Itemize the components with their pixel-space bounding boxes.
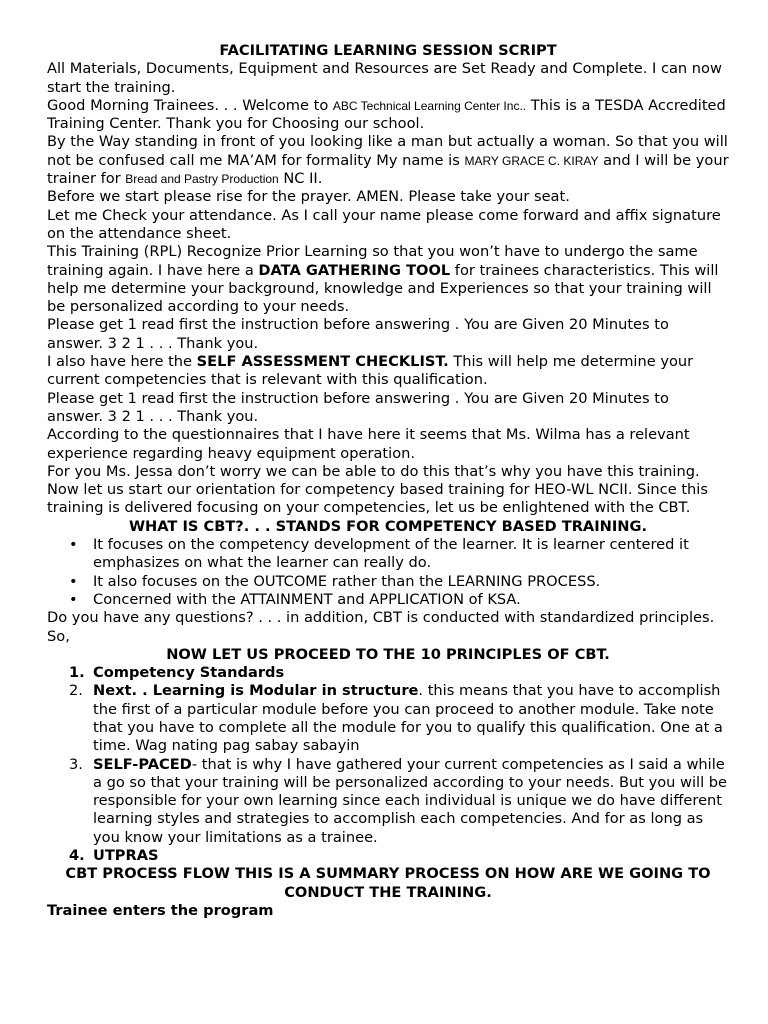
principles-list: [47, 664, 729, 865]
item-text: - that is why I have gathered your current competencies as I said a while a go so that your training will be personalized according to your needs. But you will be responsible for your own learning since each individual is unique we do have different learning styles and strategies to accomplish each competencies. And for as long as you know your limitations as a trainee.: [93, 755, 728, 846]
paragraph: [47, 353, 729, 390]
paragraph: [47, 97, 729, 134]
text: This Training (RPL) Recognize Prior Learning so that you won’t have to undergo the same training again. I have here a: [47, 243, 698, 279]
center-name: ABC Technical Learning Center Inc..: [332, 98, 527, 113]
paragraph: [47, 243, 729, 316]
item-number: 3.: [69, 755, 83, 773]
list-item: [69, 682, 729, 755]
item-number: 1.: [69, 664, 85, 682]
text: Good Morning Trainees. . . Welcome to: [47, 96, 333, 114]
heading-cbt: WHAT IS CBT?. . . STANDS FOR COMPETENCY BASED TRAINING.: [128, 517, 648, 535]
item-title: Competency Standards: [93, 664, 285, 682]
bold-text: Trainee enters the program: [47, 901, 274, 919]
text: NC II.: [278, 170, 323, 188]
bold-term: DATA GATHERING TOOL: [258, 261, 451, 279]
paragraph: According to the questionnaires that I have here it seems that Ms. Wilma has a relevant experience regarding heavy equipment operation.: [47, 426, 690, 462]
paragraph: Please get 1 read first the instruction before answering . You are Given 20 Minutes to answer. 3 2 1 . . . Thank you.: [47, 316, 669, 352]
text: and I will be your trainer for: [47, 151, 729, 188]
document-title: FACILITATING LEARNING SESSION SCRIPT: [219, 42, 557, 59]
list-item: [69, 664, 729, 682]
paragraph: [47, 133, 729, 188]
list-item: [69, 755, 729, 847]
text: This is a TESDA Accredited Training Center. Thank you for Choosing our school.: [47, 96, 726, 133]
item-title: UTPRAS: [93, 847, 159, 865]
heading-principles: NOW LET US PROCEED TO THE 10 PRINCIPLES OF CBT.: [166, 645, 610, 663]
course-name: Bread and Pastry Production: [125, 172, 279, 187]
bullet-list: [47, 536, 729, 609]
paragraph: Before we start please rise for the prayer. AMEN. Please take your seat.: [47, 188, 570, 206]
paragraph: Do you have any questions? . . . in addition, CBT is conducted with standardized principles. So,: [47, 609, 715, 645]
item-number: 4.: [69, 847, 85, 865]
text: This will help me determine your current competencies that is relevant with this qualification.: [47, 353, 694, 389]
item-text: . this means that you have to accomplish the first of a particular module before you can proceed to another module. Take note that you have to complete all the module for you to qualify this qualification. One at a time. Wag nating pag sabay sabayin: [93, 682, 723, 755]
document-page: [47, 42, 729, 920]
bold-term: SELF ASSESSMENT CHECKLIST.: [196, 353, 449, 371]
trainer-name: MARY GRACE C. KIRAY: [464, 153, 599, 168]
paragraph: Now let us start our orientation for competency based training for HEO-WL NCII. Since this training is delivered focusing on your competencies, let us be enlightened with the CBT.: [47, 481, 708, 517]
item-title: Next. . Learning is Modular in structure: [93, 682, 419, 700]
item-title: SELF-PACED: [93, 755, 192, 773]
paragraph: All Materials, Documents, Equipment and Resources are Set Ready and Complete. I can now start the training.: [47, 60, 722, 96]
heading-flow: CBT PROCESS FLOW THIS IS A SUMMARY PROCESS ON HOW ARE WE GOING TO CONDUCT THE TRAINING.: [65, 865, 711, 901]
last-line: [47, 902, 729, 920]
text: for trainees characteristics. This will help me determine your background, knowledge and Experiences so that your training will be personalized according to your needs.: [47, 261, 719, 316]
paragraph: For you Ms. Jessa don’t worry we can be able to do this that’s why you have this training.: [47, 462, 700, 480]
text: By the Way standing in front of you looking like a man but actually a woman. So that you will not be confused call me MA’AM for formality My name is: [47, 133, 728, 169]
paragraph: Please get 1 read first the instruction before answering . You are Given 20 Minutes to answer. 3 2 1 . . . Thank you.: [47, 389, 669, 425]
paragraph: Let me Check your attendance. As I call your name please come forward and affix signature on the attendance sheet.: [47, 206, 721, 242]
text: I also have here the: [47, 353, 197, 371]
item-number: 2.: [69, 682, 83, 700]
list-item: • It focuses on the competency development of the learner. It is learner centered it emphasizes on what the learner can really do.: [93, 536, 729, 573]
list-item: • It also focuses on the OUTCOME rather than the LEARNING PROCESS.: [93, 573, 729, 591]
list-item: • Concerned with the ATTAINMENT and APPLICATION of KSA.: [93, 591, 729, 609]
list-item: [69, 847, 729, 865]
